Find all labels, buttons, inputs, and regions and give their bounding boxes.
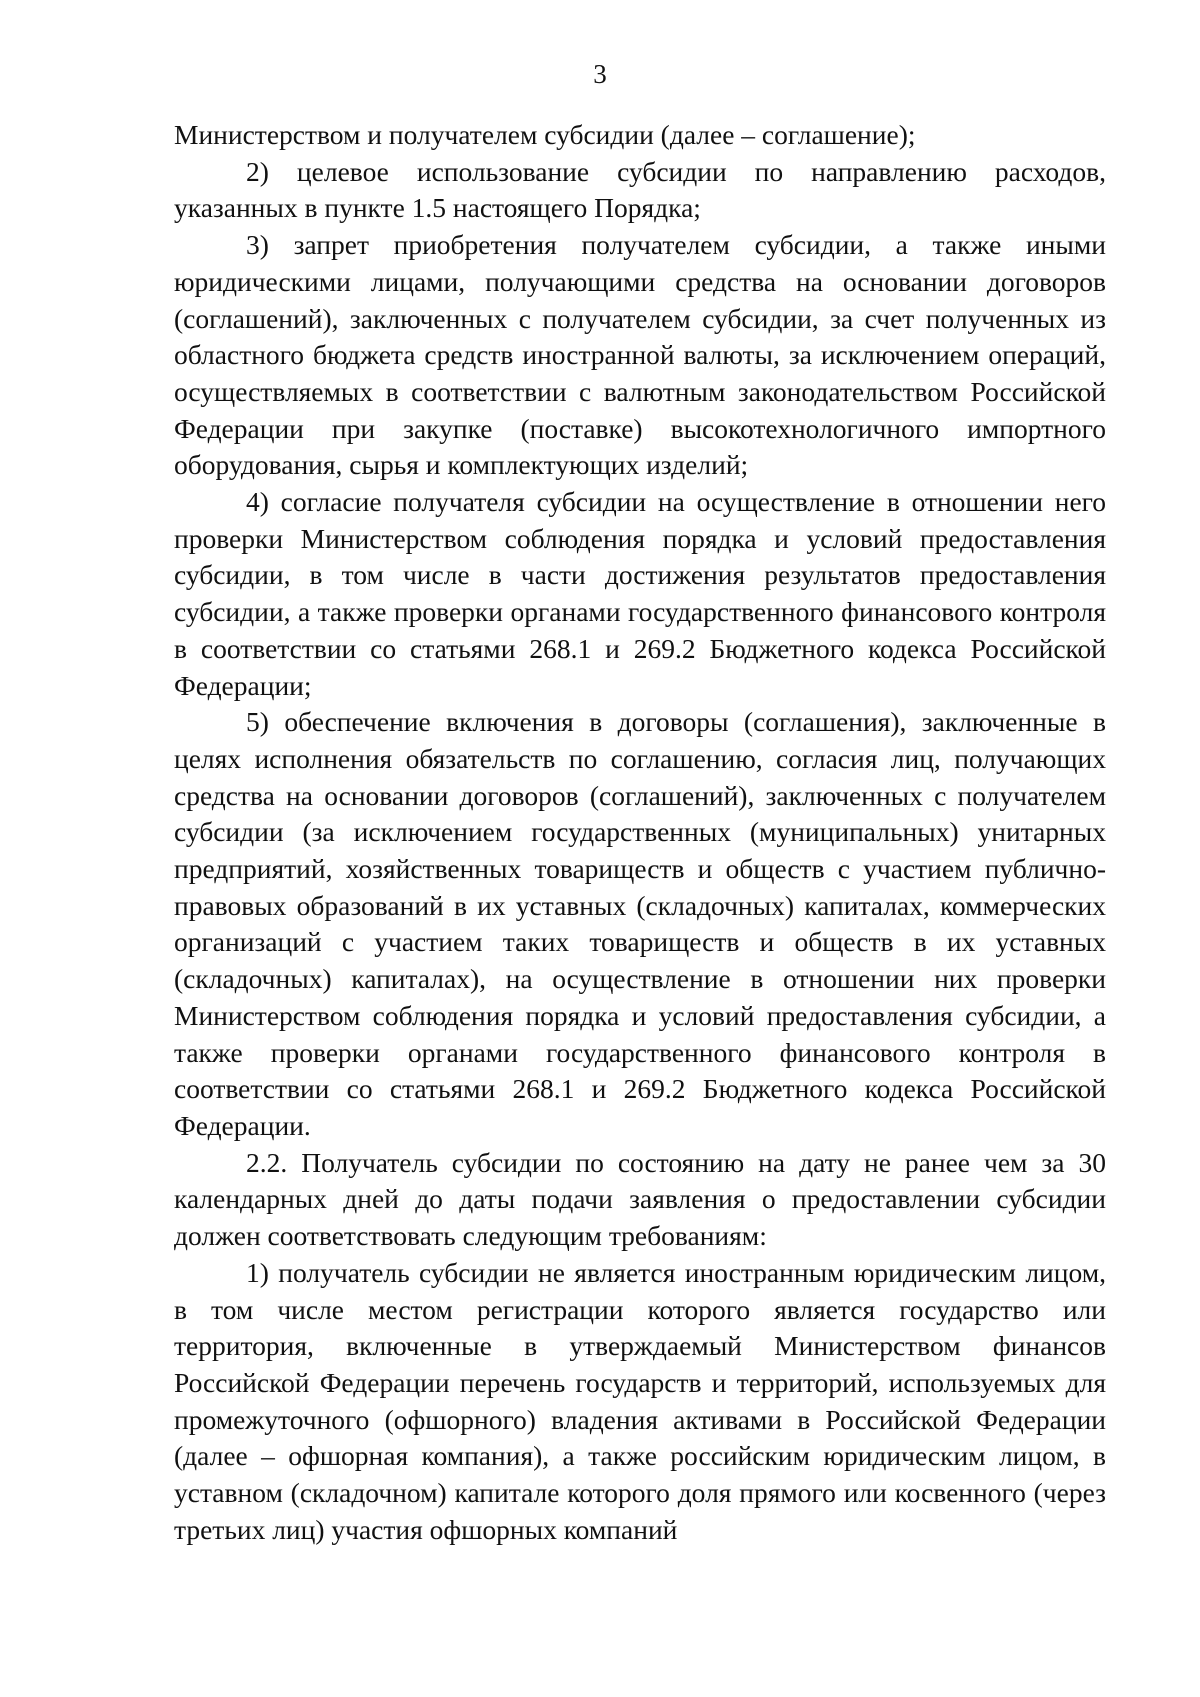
paragraph-item-5: 5) обеспечение включения в договоры (соглашения), заключенные в целях исполнения обязательств по соглашению, согласия лиц, получающих средства на основании договоров (соглашений), заключенных с получателем субсидии (за исключением государственных (муниципальных) унитарных предприятий, хозяйственных товариществ и обществ с участием публично-правовых образований в их уставных (складочных) капиталах, коммерческих организаций с участием таких товариществ и обществ в их уставных (складочных) капиталах), на осуществление в отношении них проверки Министерством соблюдения порядка и условий предоставления субсидии, а также проверки органами государственного финансового контроля в соответствии со статьями 268.1 и 269.2 Бюджетного кодекса Российской Федерации.	[174, 706, 1106, 1141]
document-body	[174, 117, 1106, 1548]
paragraph-continuation: Министерством и получателем субсидии (далее – соглашение);	[174, 119, 916, 150]
paragraph-section-2-2: 2.2. Получатель субсидии по состоянию на дату не ранее чем за 30 календарных дней до даты подачи заявления о предоставлении субсидии должен соответствовать следующим требованиям:	[174, 1146, 1106, 1252]
paragraph-item-3: 3) запрет приобретения получателем субсидии, а также иными юридическими лицами, получающими средства на основании договоров (соглашений), заключенных с получателем субсидии, за счет полученных из областного бюджета средств иностранной валюты, за исключением операций, осуществляемых в соответствии с валютным законодательством Российской Федерации при закупке (поставке) высокотехнологичного импортного оборудования, сырья и комплектующих изделий;	[174, 229, 1106, 481]
paragraph-requirement-1: 1) получатель субсидии не является иностранным юридическим лицом, в том числе местом регистрации которого является государство или территория, включенные в утверждаемый Министерством финансов Российской Федерации перечень государств и территорий, используемых для промежуточного (офшорного) владения активами в Российской Федерации (далее – офшорная компания), а также российским юридическим лицом, в уставном (складочном) капитале которого доля прямого или косвенного (через третьих лиц) участия офшорных компаний	[174, 1256, 1106, 1545]
paragraph-item-4: 4) согласие получателя субсидии на осуществление в отношении него проверки Министерством соблюдения порядка и условий предоставления субсидии, в том числе в части достижения результатов предоставления субсидии, а также проверки органами государственного финансового контроля в соответствии со статьями 268.1 и 269.2 Бюджетного кодекса Российской Федерации;	[174, 486, 1106, 701]
paragraph-item-2: 2) целевое использование субсидии по направлению расходов, указанных в пункте 1.5 настоящего Порядка;	[174, 155, 1106, 224]
page-number: 3	[593, 59, 607, 89]
